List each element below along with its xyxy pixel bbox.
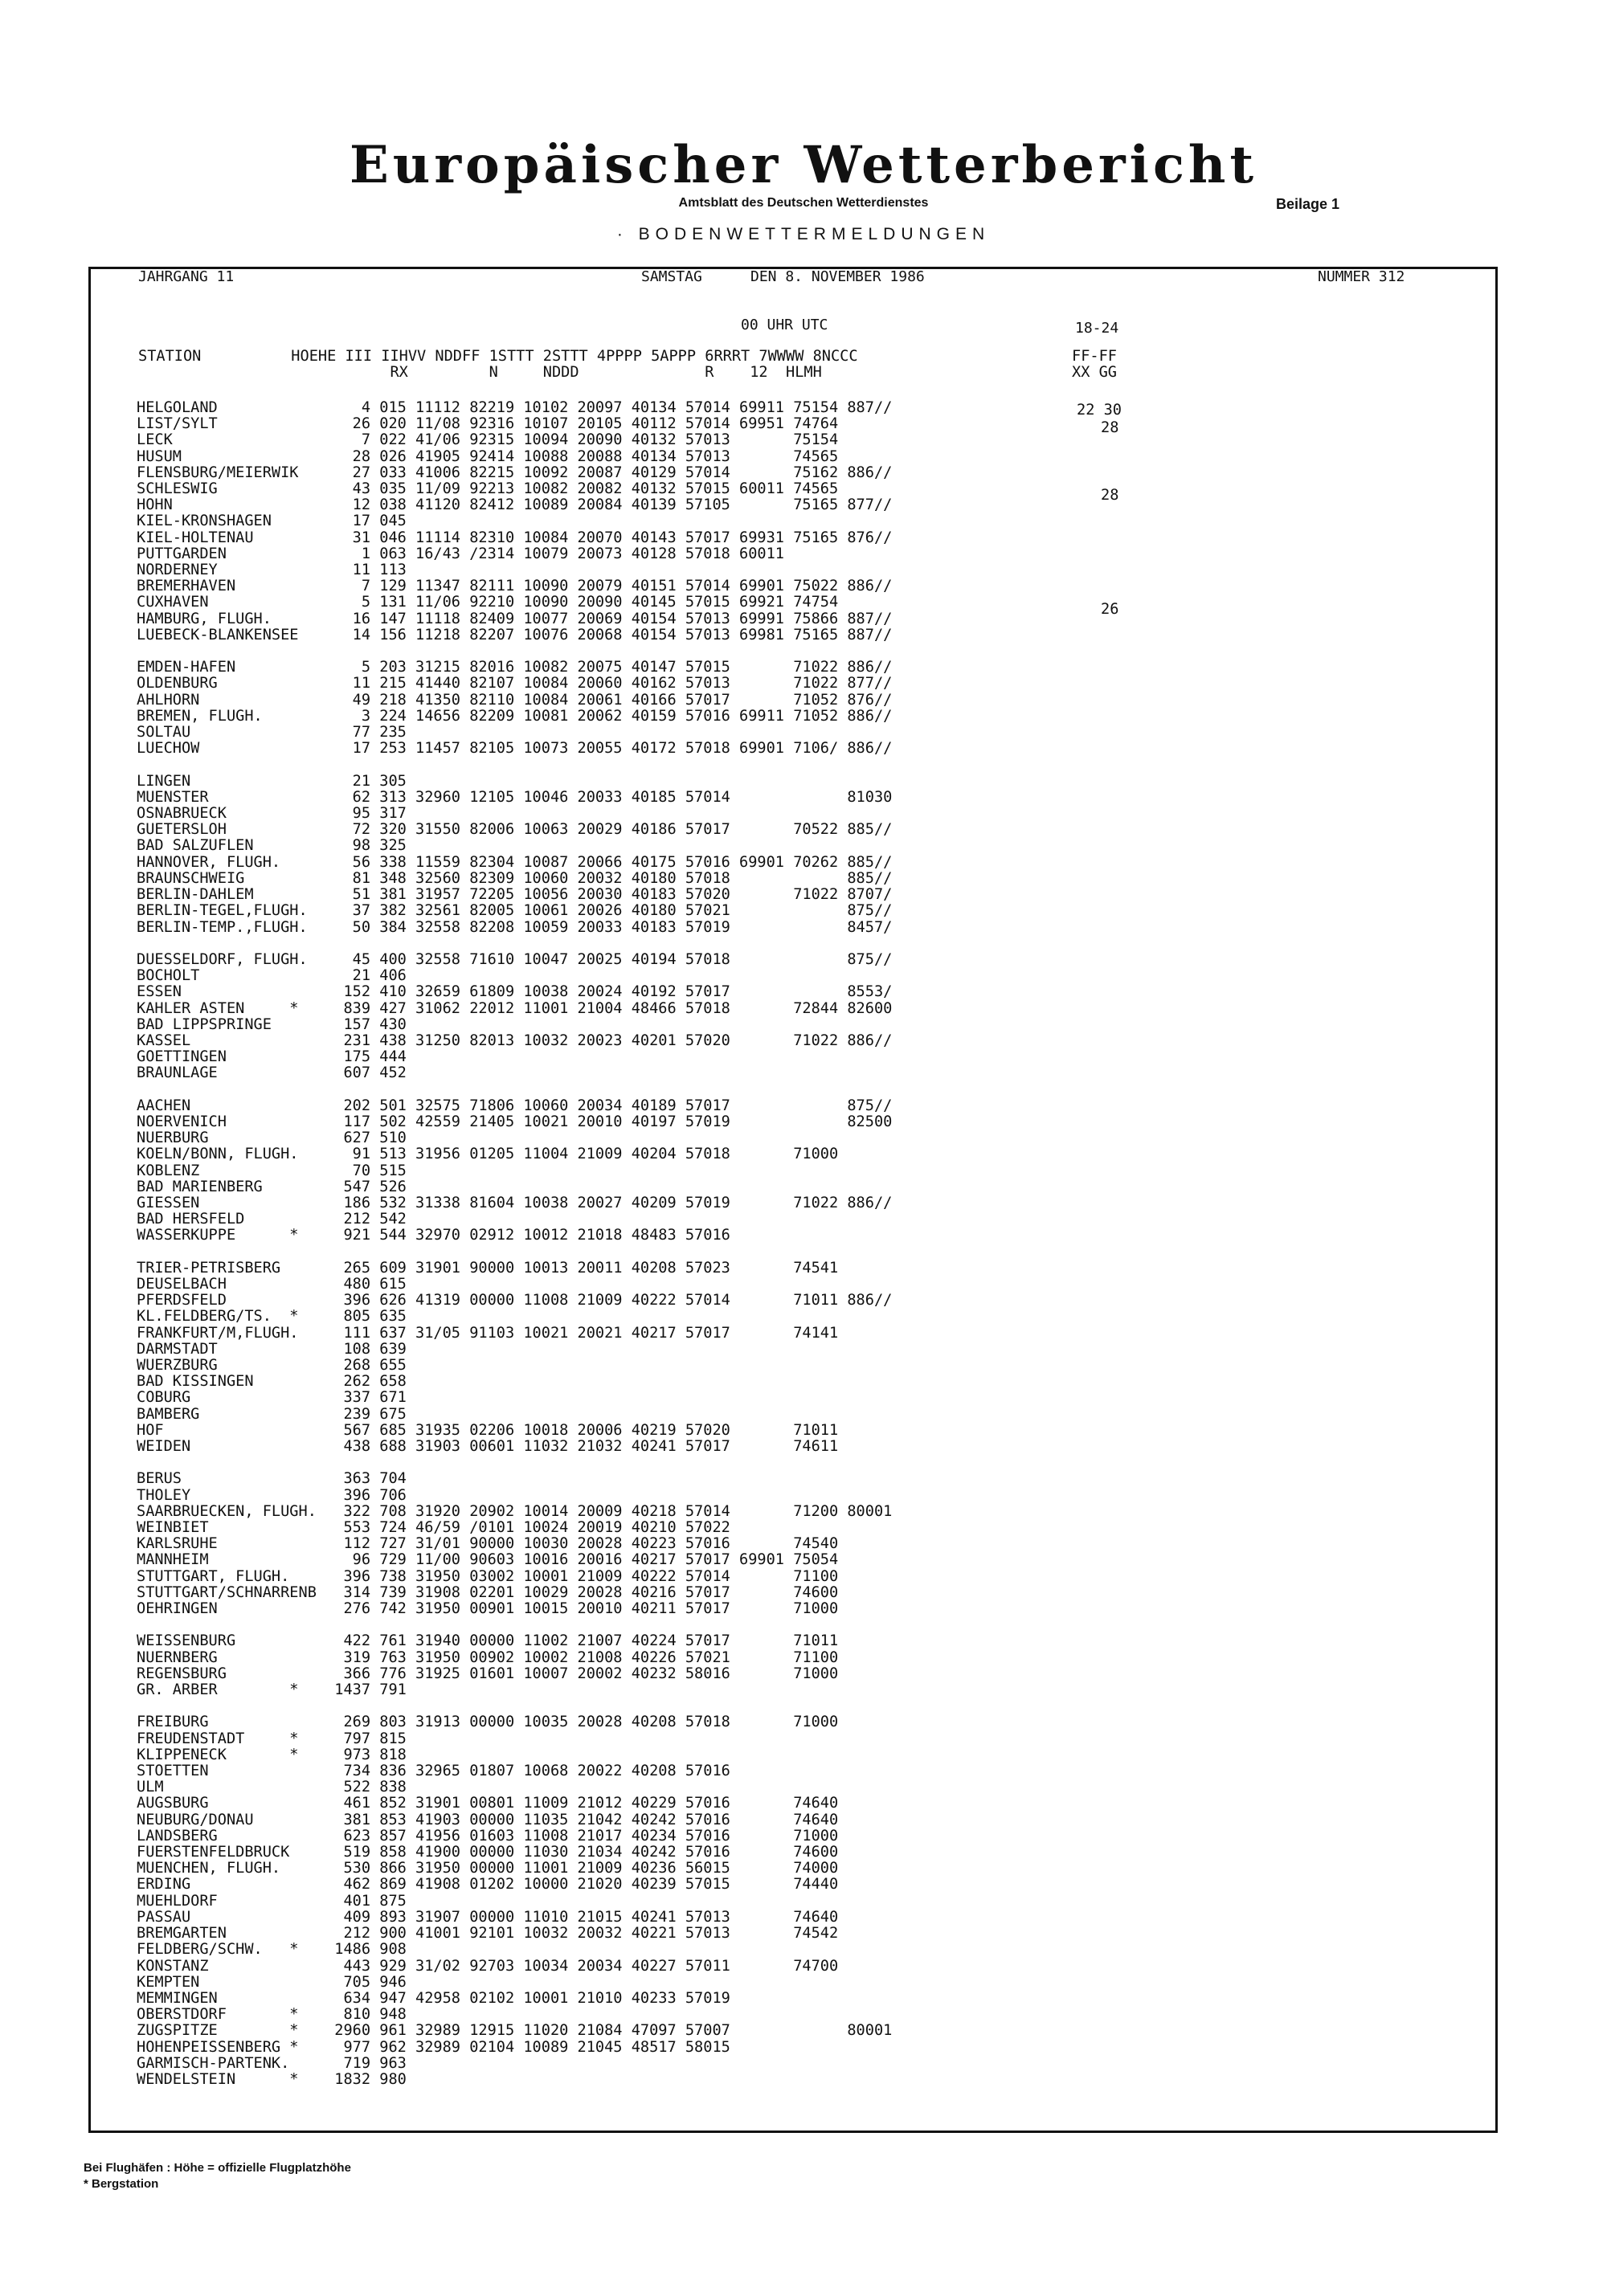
issue-number: NUMMER 312	[1318, 268, 1405, 285]
station-row: KAHLER ASTEN * 839 427 31062 22012 11001 21004 48466 57018 72844 82600	[137, 999, 893, 1017]
station-row: BAD SALZUFLEN 98 325	[137, 837, 407, 855]
station-row: BERUS 363 704	[137, 1470, 407, 1488]
station-row: FELDBERG/SCHW. * 1486 908	[137, 1941, 407, 1959]
station-row: FLENSBURG/MEIERWIK 27 033 41006 82215 10092 20087 40129 57014 75162 886//	[137, 464, 893, 481]
report-title: Europäischer Wetterbericht	[350, 135, 1257, 195]
station-row: BAD KISSINGEN 262 658	[137, 1373, 407, 1391]
station-row: BAD HERSFELD 212 542	[137, 1211, 407, 1228]
station-row: KONSTANZ 443 929 31/02 92703 10034 20034 40227 57011 74700	[137, 1957, 839, 1975]
station-row: WEIDEN 438 688 31903 00601 11032 21032 40241 57017 74611	[137, 1438, 839, 1455]
station-row: BAD LIPPSPRINGE 157 430	[137, 1015, 407, 1033]
station-row: GR. ARBER * 1437 791	[137, 1681, 407, 1699]
station-row: EMDEN-HAFEN 5 203 31215 82016 10082 20075 40147 57015 71022 886//	[137, 659, 893, 676]
station-row: MUENSTER 62 313 32960 12105 10046 20033 40185 57014 81030	[137, 788, 893, 806]
station-row: HOHENPEISSENBERG * 977 962 32989 02104 10089 21045 48517 58015	[137, 2038, 730, 2056]
station-row: LANDSBERG 623 857 41956 01603 11008 21017 40234 57016 71000	[137, 1827, 839, 1845]
column-header	[138, 349, 858, 381]
station-row: MUENCHEN, FLUGH. 530 866 31950 00000 11001 21009 40236 56015 74000	[137, 1860, 839, 1877]
station-row: GOETTINGEN 175 444	[137, 1048, 407, 1066]
station-row: DEUSELBACH 480 615	[137, 1275, 407, 1293]
station-row: NEUBURG/DONAU 381 853 41903 00000 11035 21042 40242 57016 74640	[137, 1811, 839, 1828]
station-row: LECK 7 022 41/06 92315 10094 20090 40132 57013 75154	[137, 431, 839, 449]
right-header-line-1: FF-FF	[1072, 348, 1117, 365]
station-row: OLDENBURG 11 215 41440 82107 10084 20060 40162 57013 71022 877//	[137, 675, 893, 692]
station-row: AUGSBURG 461 852 31901 00801 11009 21012 40229 57016 74640	[137, 1795, 839, 1812]
station-row: ZUGSPITZE * 2960 961 32989 12915 11020 21084 47097 57007 80001	[137, 2022, 893, 2040]
station-row: HELGOLAND 4 015 11112 82219 10102 20097 40134 57014 69911 75154 887//	[137, 399, 893, 416]
station-row: KOELN/BONN, FLUGH. 91 513 31956 01205 11004 21009 40204 57018 71000	[137, 1146, 839, 1163]
station-row: LIST/SYLT 26 020 11/08 92316 10107 20105 40112 57014 69951 74764	[137, 415, 839, 433]
footnote-airport: Bei Flughäfen : Höhe = offizielle Flugplatzhöhe	[84, 2161, 351, 2175]
station-row: LUEBECK-BLANKENSEE 14 156 11218 82207 10076 20068 40154 57013 69981 75165 887//	[137, 626, 893, 643]
station-row: BAD MARIENBERG 547 526	[137, 1178, 407, 1195]
station-row: SCHLESWIG 43 035 11/09 92213 10082 20082 40132 57015 60011 74565	[137, 480, 839, 498]
station-row: WEINBIET 553 724 46/59 /0101 10024 20019 40210 57022	[137, 1519, 730, 1537]
station-row: KIEL-HOLTENAU 31 046 11114 82310 10084 20070 40143 57017 69931 75165 876//	[137, 529, 893, 546]
station-row: GIESSEN 186 532 31338 81604 10038 20027 40209 57019 71022 886//	[137, 1194, 893, 1211]
station-row: OSNABRUECK 95 317	[137, 805, 407, 823]
station-row: HUSUM 28 026 41905 92414 10088 20088 40134 57013 74565	[137, 447, 839, 465]
station-row: REGENSBURG 366 776 31925 01601 10007 20002 40232 58016 71000	[137, 1665, 839, 1682]
report-subtitle: Amtsblatt des Deutschen Wetterdienstes	[678, 196, 929, 210]
station-row: NUERBURG 627 510	[137, 1130, 407, 1147]
station-row: BAMBERG 239 675	[137, 1405, 407, 1423]
station-row: NOERVENICH 117 502 42559 21405 10021 20010 40197 57019 82500	[137, 1113, 893, 1130]
station-row: GARMISCH-PARTENK. 719 963	[137, 2054, 407, 2072]
station-row: GUETERSLOH 72 320 31550 82006 10063 20029 40186 57017 70522 885//	[137, 821, 893, 839]
station-row: KLIPPENECK * 973 818	[137, 1746, 407, 1763]
period-label: 18-24	[1075, 320, 1119, 337]
station-row: KEMPTEN 705 946	[137, 1973, 407, 1991]
date-label: DEN 8. NOVEMBER 1986	[750, 268, 925, 285]
station-row: OBERSTDORF * 810 948	[137, 2006, 407, 2024]
utc-label: 00 UHR UTC	[741, 317, 828, 333]
station-row: CUXHAVEN 5 131 11/06 92210 10090 20090 40145 57015 69921 74754	[137, 594, 839, 611]
station-row: THOLEY 396 706	[137, 1486, 407, 1504]
station-row: HAMBURG, FLUGH. 16 147 11118 82409 10077 20069 40154 57013 69991 75866 887//	[137, 610, 893, 627]
station-row: LINGEN 21 305	[137, 772, 407, 790]
station-row: KIEL-KRONSHAGEN 17 045	[137, 513, 407, 530]
station-row: WEISSENBURG 422 761 31940 00000 11002 21007 40224 57017 71011	[137, 1632, 839, 1650]
section-title: · BODENWETTERMELDUNGEN	[616, 225, 991, 243]
station-row: BERLIN-TEMP.,FLUGH. 50 384 32558 82208 10059 20033 40183 57019 8457/	[137, 918, 893, 936]
station-row: BREMERHAVEN 7 129 11347 82111 10090 20079 40151 57014 69901 75022 886//	[137, 578, 893, 595]
right-column-header	[1072, 349, 1117, 381]
station-row: STUTTGART/SCHNARRENB 314 739 31908 02201 10029 20028 40216 57017 74600	[137, 1583, 839, 1601]
station-row: HOHN 12 038 41120 82412 10089 20084 40139 57105 75165 877//	[137, 496, 893, 514]
station-row: PASSAU 409 893 31907 00000 11010 21015 40241 57013 74640	[137, 1908, 839, 1926]
station-row: BRAUNLAGE 607 452	[137, 1064, 407, 1082]
station-row: LUECHOW 17 253 11457 82105 10073 20055 40172 57018 69901 7106/ 886//	[137, 740, 893, 758]
column-header-line-2: RX N NDDD R 12 HLMH	[138, 364, 822, 382]
station-row: KARLSRUHE 112 727 31/01 90000 10030 20028 40223 57016 74540	[137, 1535, 839, 1553]
station-row: COBURG 337 671	[137, 1389, 407, 1407]
station-row: AACHEN 202 501 32575 71806 10060 20034 40189 57017 875//	[137, 1097, 893, 1114]
footnote-mountain: * Bergstation	[84, 2177, 159, 2191]
right-header-line-2: XX GG	[1072, 364, 1117, 382]
station-row: NUERNBERG 319 763 31950 00902 10002 21008 40226 57021 71100	[137, 1648, 839, 1666]
station-row: FRANKFURT/M,FLUGH. 111 637 31/05 91103 10021 20021 40217 57017 74141	[137, 1324, 839, 1342]
station-row: STUTTGART, FLUGH. 396 738 31950 03002 10001 21009 40222 57014 71100	[137, 1567, 839, 1585]
station-row: KASSEL 231 438 31250 82013 10032 20023 40201 57020 71022 886//	[137, 1032, 893, 1049]
beilage-label: Beilage 1	[1276, 196, 1340, 212]
station-row: FREIBURG 269 803 31913 00000 10035 20028 40208 57018 71000	[137, 1714, 839, 1731]
right-value: 28	[1101, 487, 1119, 504]
station-row: BRAUNSCHWEIG 81 348 32560 82309 10060 20032 40180 57018 885//	[137, 869, 893, 887]
station-row: MANNHEIM 96 729 11/00 90603 10016 20016 40217 57017 69901 75054	[137, 1551, 839, 1569]
station-row: DARMSTADT 108 639	[137, 1340, 407, 1358]
station-row: PUTTGARDEN 1 063 16/43 /2314 10079 20073 40128 57018 60011	[137, 545, 784, 562]
station-row: HANNOVER, FLUGH. 56 338 11559 82304 10087 20066 40175 57016 69901 70262 885//	[137, 853, 893, 871]
station-row: AHLHORN 49 218 41350 82110 10084 20061 40166 57017 71052 876//	[137, 691, 893, 709]
station-row: OEHRINGEN 276 742 31950 00901 10015 20010 40211 57017 71000	[137, 1600, 839, 1618]
station-row: MUEHLDORF 401 875	[137, 1892, 407, 1910]
station-row: FREUDENSTADT * 797 815	[137, 1730, 407, 1747]
weekday-label: SAMSTAG	[641, 268, 702, 285]
station-row: MEMMINGEN 634 947 42958 02102 10001 21010 40233 57019	[137, 1989, 730, 2007]
station-row: SOLTAU 77 235	[137, 724, 407, 742]
station-row: BREMGARTEN 212 900 41001 92101 10032 20032 40221 57013 74542	[137, 1925, 839, 1943]
station-row: ESSEN 152 410 32659 61809 10038 20024 40192 57017 8553/	[137, 983, 893, 1001]
station-row: NORDERNEY 11 113	[137, 562, 407, 579]
station-row: BERLIN-DAHLEM 51 381 31957 72205 10056 20030 40183 57020 71022 8707/	[137, 886, 893, 904]
station-row: SAARBRUECKEN, FLUGH. 322 708 31920 20902 10014 20009 40218 57014 71200 80001	[137, 1502, 893, 1520]
right-value: 26	[1101, 601, 1119, 618]
right-value: 22 30	[1077, 402, 1122, 419]
station-row: STOETTEN 734 836 32965 01807 10068 20022 40208 57016	[137, 1763, 730, 1780]
station-table	[137, 400, 892, 2088]
station-row: HOF 567 685 31935 02206 10018 20006 40219 57020 71011	[137, 1421, 839, 1439]
station-row: WUERZBURG 268 655	[137, 1356, 407, 1374]
station-row: PFERDSFELD 396 626 41319 00000 11008 21009 40222 57014 71011 886//	[137, 1292, 893, 1309]
station-row: WENDELSTEIN * 1832 980	[137, 2070, 407, 2088]
station-row: TRIER-PETRISBERG 265 609 31901 90000 10013 20011 40208 57023 74541	[137, 1259, 839, 1277]
station-row: ULM 522 838	[137, 1779, 407, 1796]
station-row: WASSERKUPPE * 921 544 32970 02912 10012 21018 48483 57016	[137, 1227, 730, 1244]
right-value: 28	[1101, 419, 1119, 436]
station-row: ERDING 462 869 41908 01202 10000 21020 40239 57015 74440	[137, 1876, 839, 1894]
station-row: KOBLENZ 70 515	[137, 1162, 407, 1179]
station-row: BREMEN, FLUGH. 3 224 14656 82209 10081 20062 40159 57016 69911 71052 886//	[137, 707, 893, 725]
station-row: KL.FELDBERG/TS. * 805 635	[137, 1308, 407, 1326]
station-row: FUERSTENFELDBRUCK 519 858 41900 00000 11030 21034 40242 57016 74600	[137, 1844, 839, 1861]
station-row: DUESSELDORF, FLUGH. 45 400 32558 71610 10047 20025 40194 57018 875//	[137, 950, 893, 968]
station-row: BERLIN-TEGEL,FLUGH. 37 382 32561 82005 10061 20026 40180 57021 875//	[137, 902, 893, 920]
column-header-line-1: STATION HOEHE III IIHVV NDDFF 1STTT 2STTT 4PPPP 5APPP 6RRRT 7WWWW 8NCCC	[138, 348, 858, 365]
jahrgang-label: JAHRGANG 11	[138, 268, 235, 285]
station-row: BOCHOLT 21 406	[137, 967, 407, 985]
